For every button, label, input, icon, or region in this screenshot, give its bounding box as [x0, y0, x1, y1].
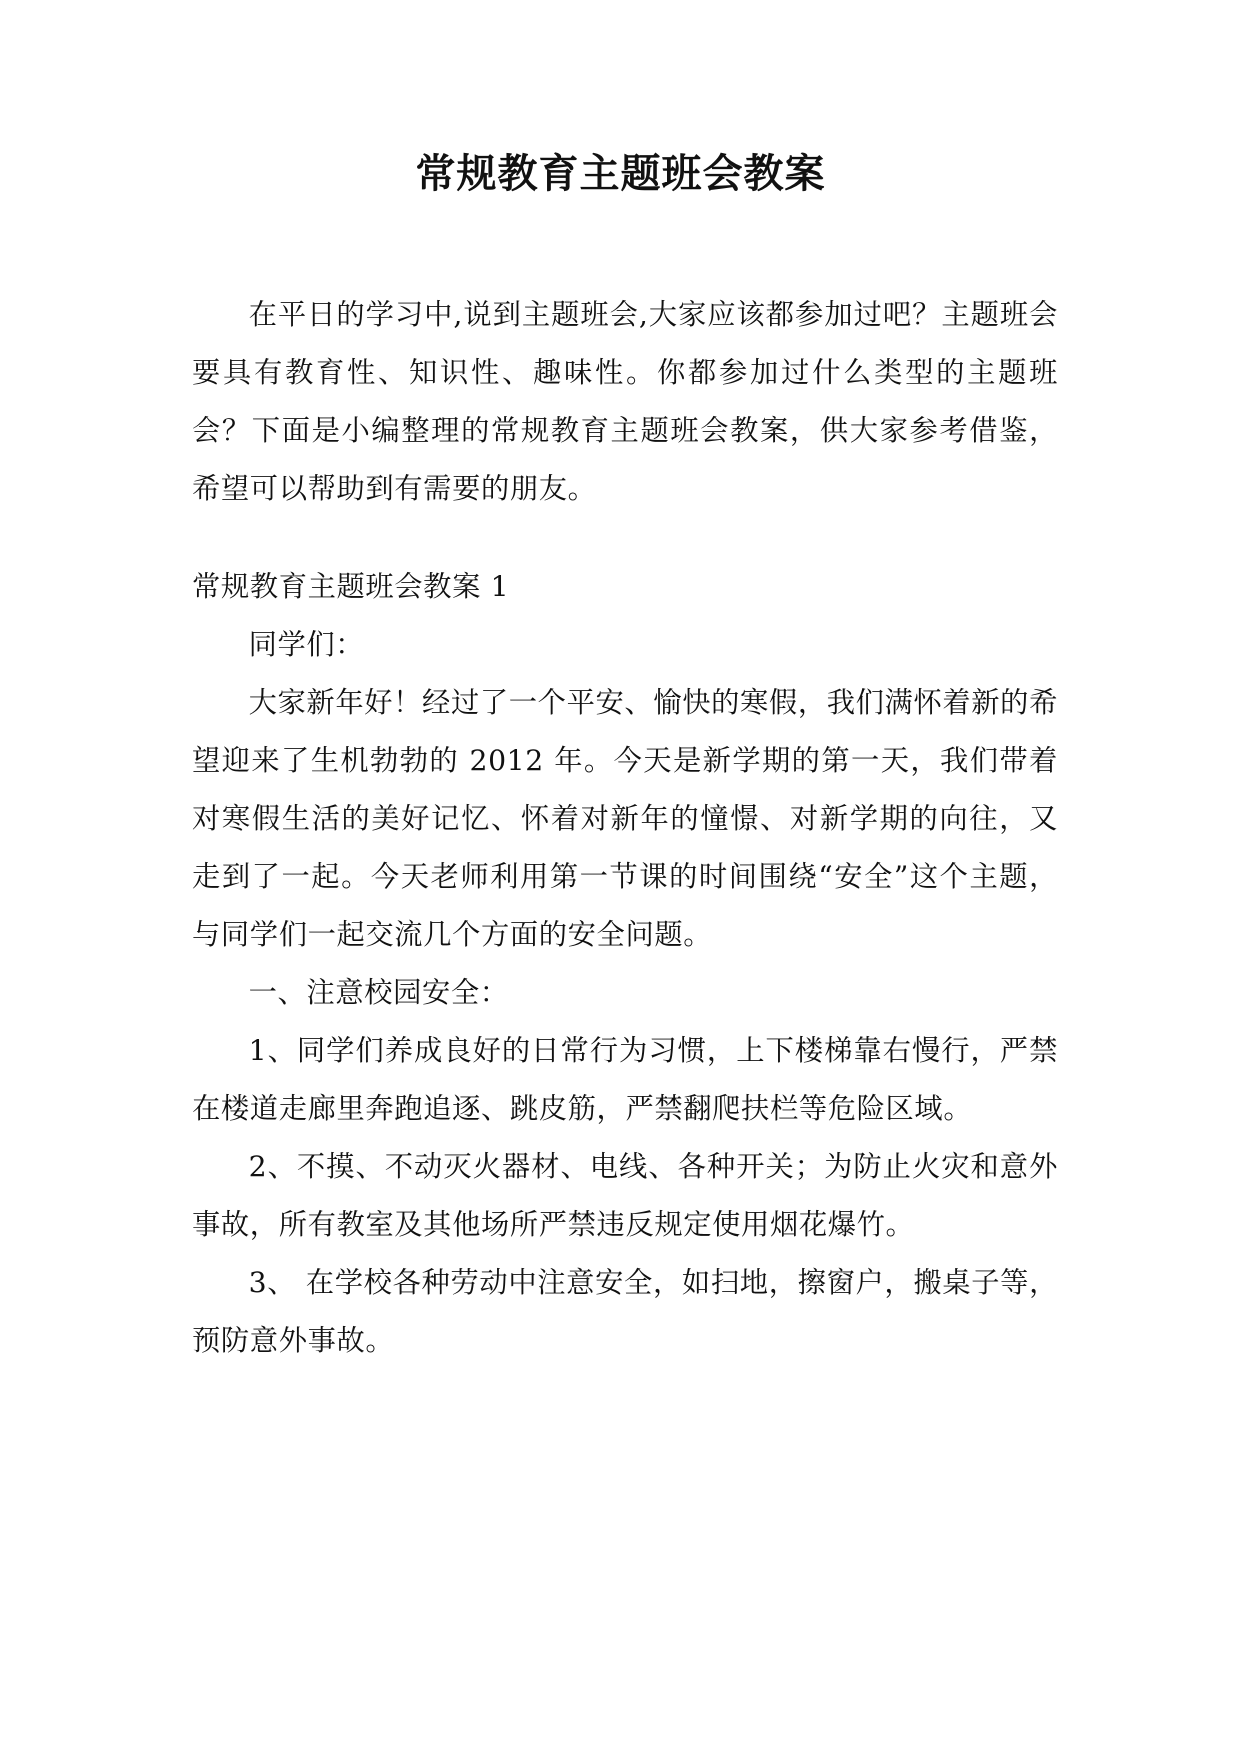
intro-paragraph: 在平日的学习中,说到主题班会,大家应该都参加过吧？主题班会要具有教育性、知识性、趣味性。你都参加过什么类型的主题班会？下面是小编整理的常规教育主题班会教案，供大家参考借鉴，希望可以帮助到有需要的朋友。	[192, 298, 1058, 505]
paragraph-item-2: 2、不摸、不动灭火器材、电线、各种开关；为防止火灾和意外事故，所有教室及其他场所严禁违反规定使用烟花爆竹。	[192, 1150, 1058, 1241]
paragraph-item-1: 1、同学们养成良好的日常行为习惯，上下楼梯靠右慢行，严禁在楼道走廊里奔跑追逐、跳皮筋，严禁翻爬扶栏等危险区域。	[192, 1034, 1058, 1125]
paragraph-greeting: 同学们：	[248, 628, 365, 661]
paragraph-item-3: 3、 在学校各种劳动中注意安全，如扫地，擦窗户，搬桌子等，预防意外事故。	[192, 1266, 1058, 1357]
paragraph-campus-safety-heading: 一、注意校园安全：	[248, 976, 509, 1009]
document-title: 常规教育主题班会教案	[415, 150, 826, 197]
document-body	[192, 286, 1058, 1370]
paragraph-new-year: 大家新年好！经过了一个平安、愉快的寒假，我们满怀着新的希望迎来了生机勃勃的 2012 年。今天是新学期的第一天，我们带着对寒假生活的美好记忆、怀着对新年的憧憬、对新学期的向往，又走到了一起。今天老师利用第一节课的时间围绕“安全”这个主题，与同学们一起交流几个方面的安全问题。	[192, 686, 1058, 951]
section-heading: 常规教育主题班会教案 1	[192, 570, 510, 603]
